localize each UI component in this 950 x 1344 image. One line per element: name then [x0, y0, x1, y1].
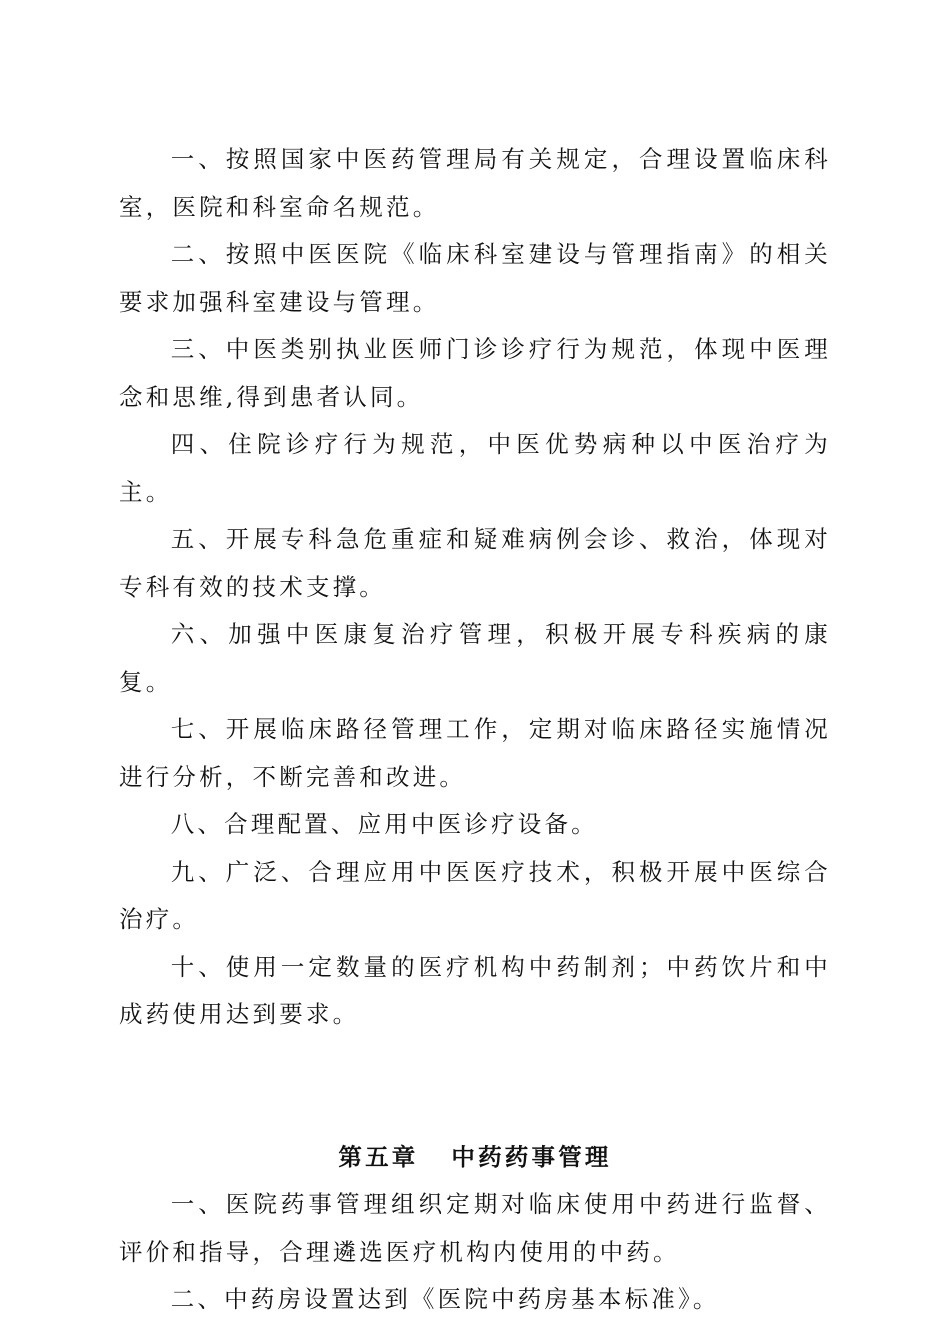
paragraph-item-8: 八、合理配置、应用中医诊疗设备。	[170, 810, 598, 838]
chapter-name: 中药药事管理	[451, 1142, 612, 1171]
chapter5-item-2: 二、中药房设置达到《医院中药房基本标准》。	[170, 1285, 720, 1313]
paragraph-item-5: 五、开展专科急危重症和疑难病例会诊、救治，体现对专科有效的技术支撑。	[119, 525, 831, 601]
paragraph-item-2: 二、按照中医医院《临床科室建设与管理指南》的相关要求加强科室建设与管理。	[119, 240, 831, 316]
paragraph-item-9: 九、广泛、合理应用中医医疗技术，积极开展中医综合治疗。	[119, 857, 831, 933]
chapter-label: 第五章	[338, 1142, 419, 1171]
paragraph-item-3: 三、中医类别执业医师门诊诊疗行为规范，体现中医理念和思维,得到患者认同。	[119, 335, 831, 411]
chapter5-item-1: 一、医院药事管理组织定期对临床使用中药进行监督、评价和指导，合理遴选医疗机构内使用的中药。	[119, 1190, 831, 1266]
paragraph-item-4: 四、住院诊疗行为规范，中医优势病种以中医治疗为主。	[119, 430, 831, 506]
paragraph-item-6: 六、加强中医康复治疗管理，积极开展专科疾病的康复。	[119, 620, 831, 696]
chapter-title	[119, 1134, 831, 1182]
paragraph-item-7: 七、开展临床路径管理工作，定期对临床路径实施情况进行分析，不断完善和改进。	[119, 715, 831, 791]
chapter-spacer	[119, 1039, 831, 1134]
paragraph-item-1: 一、按照国家中医药管理局有关规定，合理设置临床科室，医院和科室命名规范。	[119, 145, 831, 221]
paragraph-item-10: 十、使用一定数量的医疗机构中药制剂；中药饮片和中成药使用达到要求。	[119, 952, 831, 1028]
document-body	[119, 136, 831, 1324]
